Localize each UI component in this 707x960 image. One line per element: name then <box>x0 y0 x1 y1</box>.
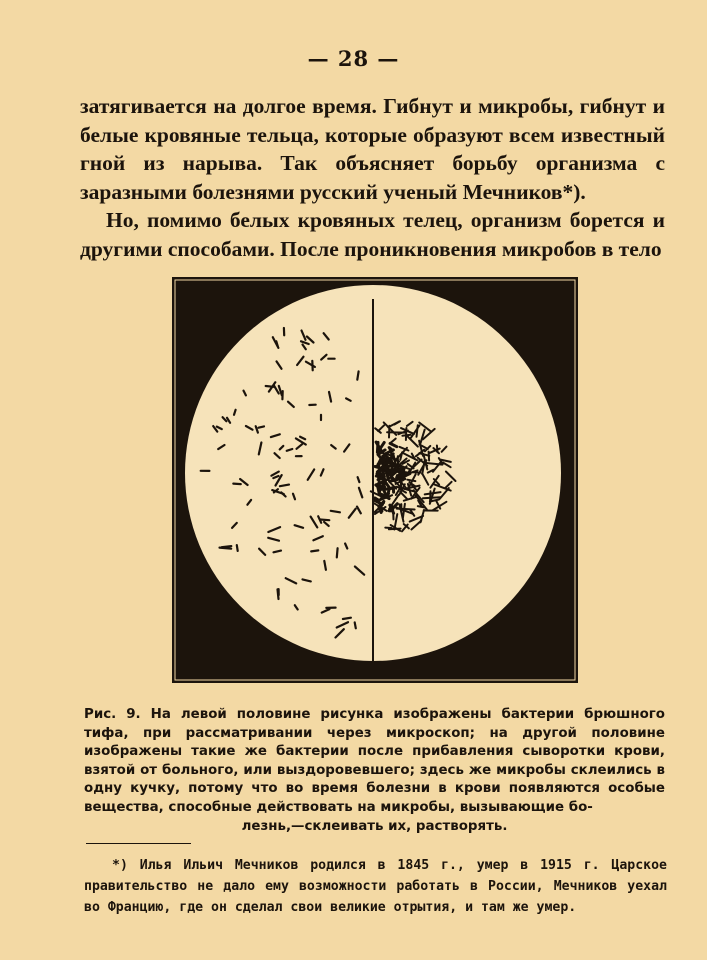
bacterium <box>311 550 318 551</box>
bacterium <box>383 483 385 487</box>
bacterium <box>357 371 358 379</box>
figure-caption <box>84 706 665 836</box>
bacterium <box>320 520 329 521</box>
bacterium <box>331 511 340 513</box>
bacterium <box>234 410 236 415</box>
bacterium <box>355 622 356 628</box>
bacterium <box>385 496 389 498</box>
bacterium <box>387 475 388 480</box>
bacterium <box>259 426 265 427</box>
bacterium <box>384 463 389 465</box>
bacterium <box>390 480 397 482</box>
bacterium <box>385 488 391 489</box>
page-number: — 28 — <box>307 46 400 71</box>
paragraph: затягивается на долгое время. Гибнут и микробы, гибнут и белые кровяные тельца, которые образуют всем известный гной из нарыва. Так объясняет борьбу организма с заразными болезнями русский ученый Мечников*). <box>80 94 665 204</box>
microscope-illustration <box>170 275 580 685</box>
microscope-figure <box>170 275 580 685</box>
bacterium <box>386 456 390 459</box>
bacterium <box>222 546 232 547</box>
bacterium <box>407 480 415 481</box>
bacterium <box>237 545 238 551</box>
bacterium <box>233 484 241 485</box>
footnote <box>84 855 667 918</box>
caption-last-line: лезнь,—склеивать их, растворять. <box>241 818 508 834</box>
footnote-text: *) Илья Ильич Мечников родился в 1845 г., умер в 1915 г. Царское правительство не дало ему возможности работать в России, Мечников уехал во Францию, где он сделал свои великие отрытия, и там же умер. <box>84 858 667 915</box>
paragraph: Но, помимо белых кровяных телец, организм борется и другими способами. После проникновения микробов в тело <box>80 208 665 261</box>
body-text <box>80 92 665 263</box>
footnote-divider <box>86 843 191 844</box>
bacterium <box>382 470 384 476</box>
bacterium <box>397 509 415 510</box>
bacterium <box>380 486 381 492</box>
bacterium <box>389 448 392 451</box>
bacterium <box>391 472 395 474</box>
bacterium <box>343 618 351 619</box>
caption-text: Рис. 9. На левой половине рисунка изображены бактерии брюшного тифа, при рассматривании через микроскоп; на другой половине изображены такие же бактерии после прибавления сыворотки крови, взятой от больного, или выздоровевшего; здесь же микробы склеились в одну кучку, потому что во время болезни в крови появляются особые вещества, способные действовать на микробы, вызывающие бо- <box>84 707 665 815</box>
bacterium <box>337 548 338 557</box>
